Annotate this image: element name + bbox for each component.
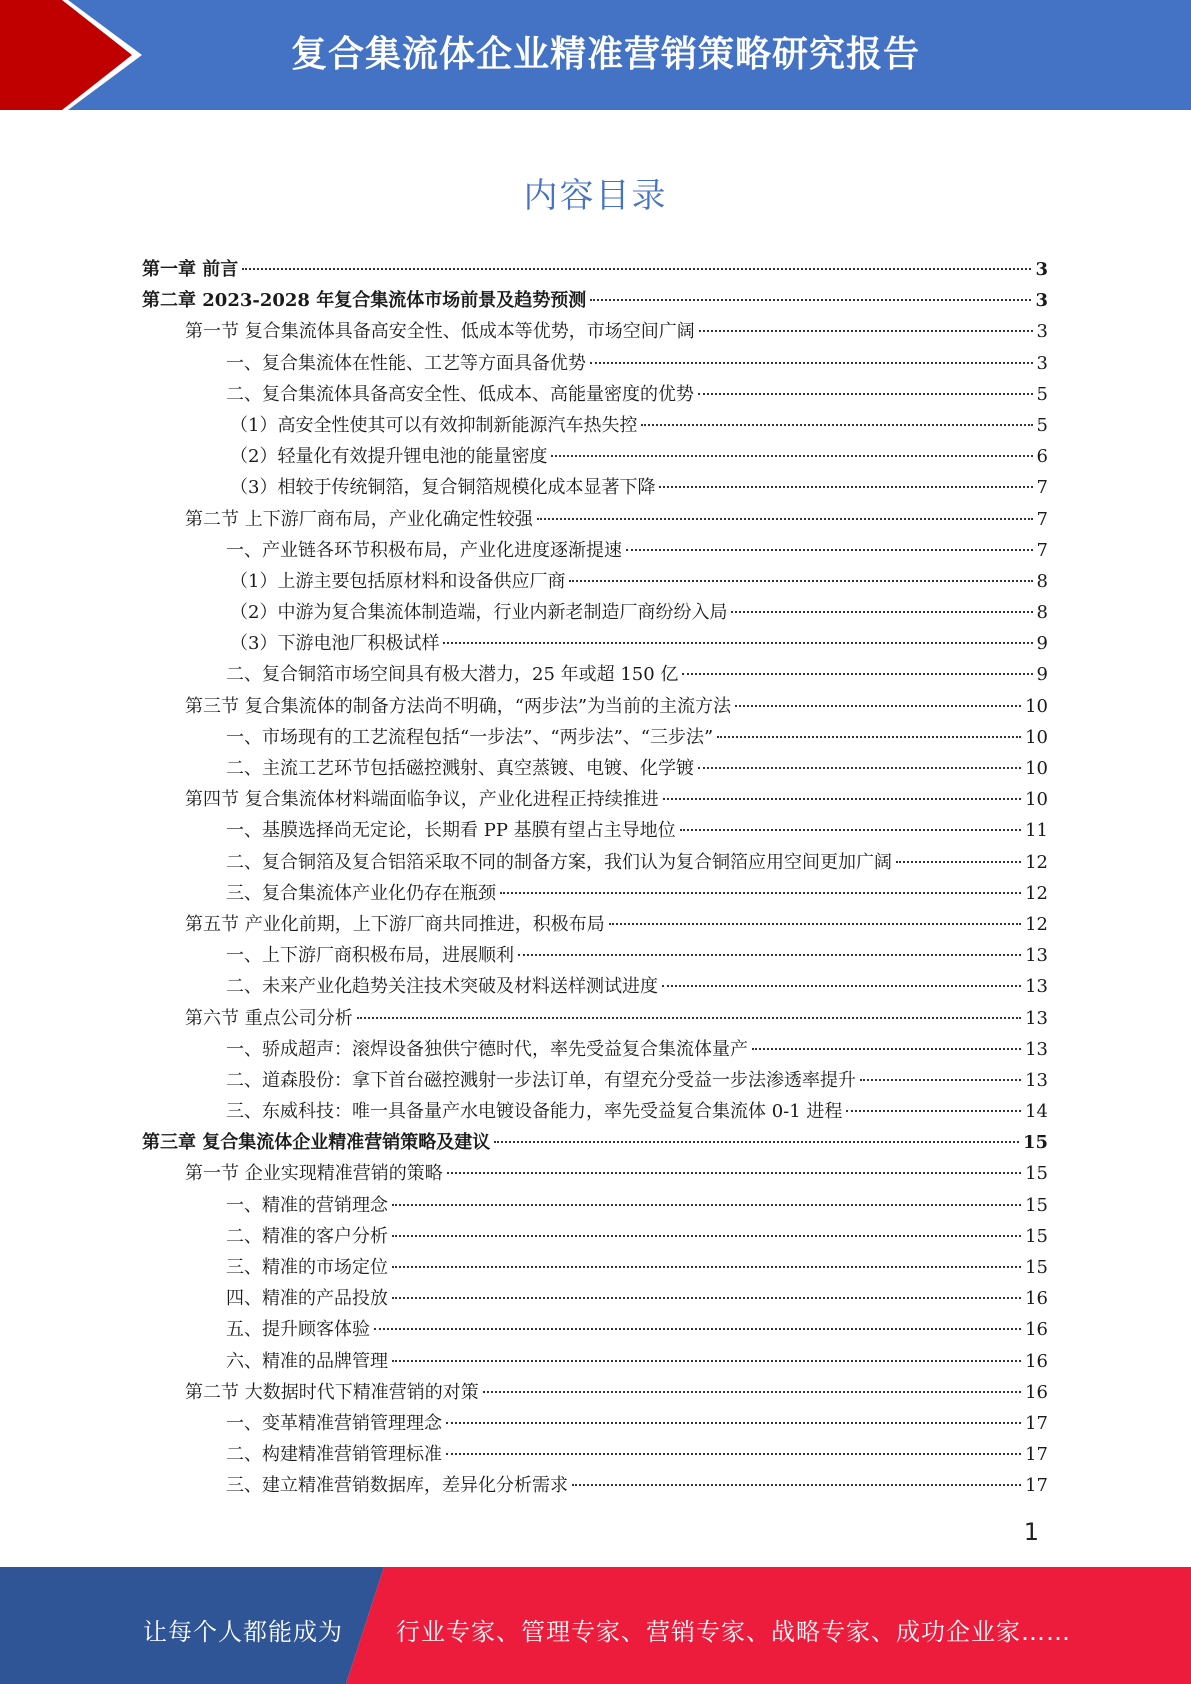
toc-entry-title: 第六节 重点公司分析: [185, 1007, 353, 1029]
toc-entry-title: 三、东威科技：唯一具备量产水电镀设备能力，率先受益复合集流体 0-1 进程: [226, 1101, 843, 1123]
toc-entry[interactable]: [142, 847, 1048, 878]
toc-entry[interactable]: [142, 1408, 1048, 1439]
toc-entry-page: 6: [1036, 446, 1048, 468]
toc-entry[interactable]: [142, 1096, 1048, 1127]
toc-entry-title: 四、精准的产品投放: [226, 1288, 388, 1310]
toc-entry[interactable]: [142, 878, 1048, 909]
dot-leader: [443, 642, 1032, 644]
dot-leader: [682, 673, 1032, 675]
toc-entry-title: 第一节 企业实现精准营销的策略: [185, 1163, 443, 1185]
toc-entry-page: 13: [1025, 1038, 1048, 1060]
toc-entry-title: 第五节 产业化前期，上下游厂商共同推进，积极布局: [185, 913, 605, 935]
dot-leader: [659, 486, 1032, 488]
toc-entry[interactable]: [142, 597, 1048, 628]
toc-entry[interactable]: [142, 1283, 1048, 1314]
toc-entry-page: 3: [1036, 352, 1048, 374]
dot-leader: [572, 1484, 1021, 1486]
toc-entry[interactable]: [142, 379, 1048, 410]
toc-entry-title: 一、市场现有的工艺流程包括“一步法”、“两步法”、“三步法”: [226, 726, 714, 748]
footer-slogan-left: 让每个人都能成为: [143, 1618, 343, 1646]
toc-entry-page: 7: [1036, 477, 1048, 499]
toc-entry[interactable]: [142, 659, 1048, 690]
toc-entry-page: 9: [1036, 664, 1048, 686]
toc-entry[interactable]: [142, 285, 1048, 316]
toc-entry-title: 第二节 大数据时代下精准营销的对策: [185, 1381, 479, 1403]
toc-entry[interactable]: [142, 1252, 1048, 1283]
toc-entry-title: 六、精准的品牌管理: [226, 1350, 388, 1372]
toc-entry-title: 三、复合集流体产业化仍存在瓶颈: [226, 882, 496, 904]
toc-entry-page: 9: [1036, 633, 1048, 655]
toc-entry-title: 一、精准的营销理念: [226, 1194, 388, 1216]
dot-leader: [698, 393, 1033, 395]
dot-leader: [609, 923, 1021, 925]
toc-entry-title: （1）上游主要包括原材料和设备供应厂商: [230, 570, 566, 592]
dot-leader: [494, 1141, 1019, 1143]
toc-entry-title: （3）相较于传统铜箔，复合铜箔规模化成本显著下降: [230, 477, 656, 499]
toc-entry[interactable]: [142, 1221, 1048, 1252]
toc-entry-page: 3: [1036, 321, 1048, 343]
toc-entry-page: 15: [1025, 1163, 1048, 1185]
dot-leader: [392, 1360, 1021, 1362]
footer-banner: [0, 1567, 1191, 1684]
toc-entry-page: 17: [1025, 1412, 1048, 1434]
toc-entry[interactable]: [142, 940, 1048, 971]
dot-leader: [551, 455, 1032, 457]
toc-entry[interactable]: [142, 815, 1048, 846]
toc-entry-title: 第三节 复合集流体的制备方法尚不明确，“两步法”为当前的主流方法: [185, 695, 732, 717]
toc-entry-page: 10: [1025, 695, 1048, 717]
toc-entry-title: 一、变革精准营销管理理念: [226, 1412, 442, 1434]
toc-list: [142, 254, 1048, 1502]
toc-entry[interactable]: [142, 909, 1048, 940]
toc-entry-page: 12: [1025, 851, 1048, 873]
toc-entry[interactable]: [142, 504, 1048, 535]
toc-entry-title: 一、上下游厂商积极布局，进展顺利: [226, 945, 514, 967]
toc-entry-title: 二、构建精准营销管理标准: [226, 1444, 442, 1466]
toc-entry-page: 15: [1022, 1132, 1048, 1154]
toc-entry-page: 10: [1025, 758, 1048, 779]
toc-entry-title: 第四节 复合集流体材料端面临争议，产业化进程正持续推进: [185, 789, 659, 811]
toc-entry[interactable]: [142, 348, 1048, 379]
toc-entry-page: 16: [1025, 1381, 1048, 1403]
dot-leader: [537, 518, 1033, 520]
toc-entry[interactable]: [142, 1190, 1048, 1221]
toc-entry-page: 15: [1025, 1257, 1048, 1278]
toc-entry[interactable]: [142, 1158, 1048, 1189]
dot-leader: [483, 1391, 1021, 1393]
toc-entry-page: 3: [1035, 259, 1048, 280]
dot-leader: [641, 424, 1032, 426]
toc-entry-page: 16: [1025, 1350, 1048, 1372]
dot-leader: [447, 1172, 1021, 1174]
toc-entry-title: （1）高安全性使其可以有效抑制新能源汽车热失控: [230, 414, 638, 436]
dot-leader: [717, 736, 1021, 738]
toc-entry[interactable]: [142, 691, 1048, 722]
toc-entry[interactable]: [142, 1377, 1048, 1408]
toc-entry[interactable]: [142, 971, 1048, 1002]
dot-leader: [860, 1079, 1021, 1081]
toc-entry-title: 二、复合集流体具备高安全性、低成本、高能量密度的优势: [226, 383, 694, 405]
toc-entry-title: 一、基膜选择尚无定论，长期看 PP 基膜有望占主导地位: [226, 820, 676, 842]
dot-leader: [698, 767, 1021, 769]
toc-entry[interactable]: [142, 753, 1048, 784]
toc-entry-title: （2）中游为复合集流体制造端，行业内新老制造厂商纷纷入局: [230, 602, 728, 624]
toc-entry-page: 5: [1036, 414, 1048, 436]
toc-heading: 内容目录: [523, 176, 668, 216]
dot-leader: [446, 1422, 1021, 1424]
toc-entry[interactable]: [142, 628, 1048, 659]
toc-entry-page: 14: [1025, 1101, 1048, 1123]
toc-entry-page: 15: [1025, 1194, 1048, 1216]
dot-leader: [242, 268, 1031, 270]
toc-entry-page: 10: [1025, 726, 1048, 748]
toc-entry-title: （3）下游电池厂积极试样: [230, 633, 440, 655]
toc-entry[interactable]: [142, 1346, 1048, 1377]
dot-leader: [446, 1453, 1021, 1455]
dot-leader: [518, 954, 1021, 956]
dot-leader: [392, 1235, 1021, 1237]
toc-entry[interactable]: [142, 1003, 1048, 1034]
dot-leader: [374, 1328, 1021, 1330]
toc-entry[interactable]: [142, 1314, 1048, 1345]
toc-entry-page: 5: [1036, 383, 1048, 405]
toc-entry-page: 7: [1036, 508, 1048, 530]
toc-entry-title: 二、复合铜箔市场空间具有极大潜力，25 年或超 150 亿: [226, 664, 679, 686]
toc-entry-title: 一、复合集流体在性能、工艺等方面具备优势: [226, 352, 586, 374]
toc-entry-page: 12: [1025, 913, 1048, 935]
toc-entry-title: 一、骄成超声：滚焊设备独供宁德时代，率先受益复合集流体量产: [226, 1038, 748, 1060]
toc-entry[interactable]: [142, 566, 1048, 597]
toc-entry-page: 16: [1025, 1288, 1048, 1310]
toc-entry[interactable]: [142, 410, 1048, 441]
toc-entry[interactable]: [142, 441, 1048, 472]
header-band: [0, 0, 1191, 110]
toc-entry-page: 13: [1025, 976, 1048, 998]
toc-entry-page: 16: [1025, 1319, 1048, 1341]
toc-entry-title: 三、建立精准营销数据库，差异化分析需求: [226, 1475, 568, 1497]
toc-entry[interactable]: [142, 1065, 1048, 1096]
page-number: 1: [1023, 1518, 1039, 1546]
toc-entry-title: 第一节 复合集流体具备高安全性、低成本等优势，市场空间广阔: [185, 321, 695, 343]
dot-leader: [731, 611, 1032, 613]
toc-entry[interactable]: [142, 535, 1048, 566]
toc-entry[interactable]: [142, 254, 1048, 285]
dot-leader: [663, 798, 1021, 800]
toc-entry[interactable]: [142, 472, 1048, 503]
footer-slogan-right: 行业专家、管理专家、营销专家、战略专家、成功企业家……: [396, 1618, 1071, 1646]
dot-leader: [735, 705, 1021, 707]
toc-entry-title: 一、产业链各环节积极布局，产业化进度逐渐提速: [226, 539, 622, 561]
toc-entry-title: 第二章 2023-2028 年复合集流体市场前景及趋势预测: [142, 290, 587, 312]
report-title: 复合集流体企业精准营销策略研究报告: [290, 34, 920, 75]
dot-leader: [357, 1017, 1021, 1019]
toc-entry-page: 10: [1025, 789, 1048, 811]
toc-entry-page: 3: [1035, 290, 1048, 312]
dot-leader: [392, 1266, 1021, 1268]
toc-entry-page: 13: [1025, 1007, 1048, 1029]
toc-entry-title: 五、提升顾客体验: [226, 1319, 370, 1341]
dot-leader: [896, 861, 1021, 863]
toc-entry-title: 第二节 上下游厂商布局，产业化确定性较强: [185, 508, 533, 530]
toc-entry-page: 8: [1036, 602, 1048, 624]
toc-entry-page: 8: [1036, 570, 1048, 592]
dot-leader: [392, 1297, 1021, 1299]
toc-entry-page: 17: [1025, 1444, 1048, 1466]
dot-leader: [680, 829, 1021, 831]
toc-entry-page: 7: [1036, 539, 1048, 561]
dot-leader: [500, 892, 1021, 894]
toc-entry[interactable]: [142, 1470, 1048, 1501]
dot-leader: [590, 362, 1033, 364]
dot-leader: [569, 580, 1032, 582]
dot-leader: [626, 549, 1033, 551]
dot-leader: [846, 1110, 1021, 1112]
toc-entry-title: （2）轻量化有效提升锂电池的能量密度: [230, 446, 548, 468]
toc-entry-page: 15: [1025, 1225, 1048, 1247]
toc-entry-title: 二、精准的客户分析: [226, 1225, 388, 1247]
dot-leader: [662, 985, 1021, 987]
toc-entry-page: 17: [1025, 1475, 1048, 1497]
dot-leader: [392, 1204, 1021, 1206]
toc-entry-page: 12: [1025, 882, 1048, 904]
dot-leader: [590, 299, 1031, 301]
toc-entry-title: 第一章 前言: [142, 259, 239, 280]
dot-leader: [752, 1048, 1021, 1050]
toc-entry[interactable]: [142, 1127, 1048, 1158]
toc-entry-title: 第三章 复合集流体企业精准营销策略及建议: [142, 1132, 491, 1154]
toc-entry-title: 二、未来产业化趋势关注技术突破及材料送样测试进度: [226, 976, 658, 998]
toc-entry[interactable]: [142, 784, 1048, 815]
dot-leader: [699, 330, 1033, 332]
toc-entry-title: 二、道森股份：拿下首台磁控溅射一步法订单，有望充分受益一步法渗透率提升: [226, 1069, 856, 1091]
toc-entry-title: 二、主流工艺环节包括磁控溅射、真空蒸镀、电镀、化学镀: [226, 758, 694, 779]
toc-entry[interactable]: [142, 316, 1048, 347]
toc-entry[interactable]: [142, 722, 1048, 753]
toc-entry-page: 11: [1025, 820, 1048, 842]
toc-entry[interactable]: [142, 1439, 1048, 1470]
toc-entry-page: 13: [1025, 945, 1048, 967]
toc-entry-title: 二、复合铜箔及复合铝箔采取不同的制备方案，我们认为复合铜箔应用空间更加广阔: [226, 851, 892, 873]
toc-entry[interactable]: [142, 1034, 1048, 1065]
toc-entry-title: 三、精准的市场定位: [226, 1257, 388, 1278]
toc-entry-page: 13: [1025, 1069, 1048, 1091]
